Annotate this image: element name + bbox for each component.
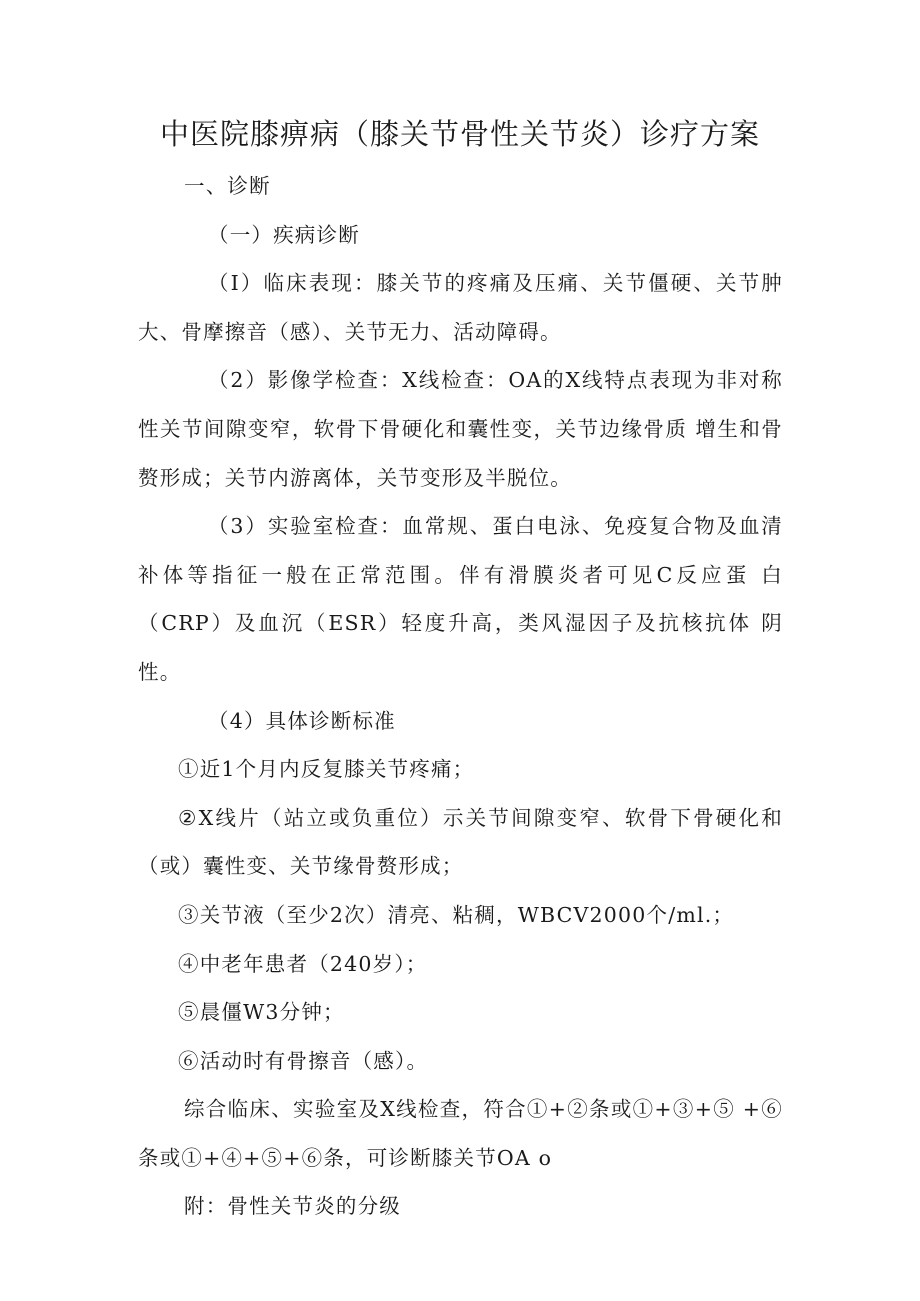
criterion-item-3: ③关节液（至少2次）清亮、粘稠，WBCV2000个/ml.； [178,902,735,927]
criterion-item-5: ⑤晨僵W3分钟； [178,1000,345,1025]
paragraph-combined-conclusion: 综合临床、实验室及X线检查，符合①+②条或①+③+⑤ +⑥条或①+④+⑤+⑥条，可诊断膝关节OA o [138,1097,783,1170]
section-heading-diagnosis: 一、诊断 [184,174,271,198]
paragraph-imaging-exam: （2）影像学检查：X线检查：OA的X线特点表现为非对称性关节间隙变窄，软骨下骨硬化和囊性变，关节边缘骨质 增生和骨赘形成；关节内游离体，关节变形及半脱位。 [138,368,783,490]
criterion-item-6: ⑥活动时有骨擦音（感）。 [178,1048,429,1073]
criterion-item-2: ②X线片（站立或负重位）示关节间隙变窄、软骨下骨硬化和（或）囊性变、关节缘骨赘形成； [138,805,783,879]
document-title: 中医院膝痹病（膝关节骨性关节炎）诊疗方案 [159,117,760,151]
paragraph-clinical-manifestation: （I）临床表现：膝关节的疼痛及压痛、关节僵硬、关节肿大、骨摩擦音（感）、关节无力、活动障碍。 [138,271,783,344]
paragraph-appendix-grading: 附：骨性关节炎的分级 [184,1194,401,1219]
paragraph-diagnostic-criteria-heading: （4）具体诊断标准 [208,708,396,733]
paragraph-lab-exam: （3）实验室检查：血常规、蛋白电泳、免疫复合物及血清补体等指征一般在正常范围。伴有滑膜炎者可见C反应蛋 白（CRP）及血沉（ESR）轻度升高，类风湿因子及抗核抗体 阴性。 [138,514,783,684]
document-body [138,162,783,1231]
criterion-item-4: ④中老年患者（240岁）； [178,951,428,976]
criterion-item-1: ①近1个月内反复膝关节疼痛； [178,757,475,782]
subsection-heading-disease-diagnosis: （一）疾病诊断 [208,222,360,247]
